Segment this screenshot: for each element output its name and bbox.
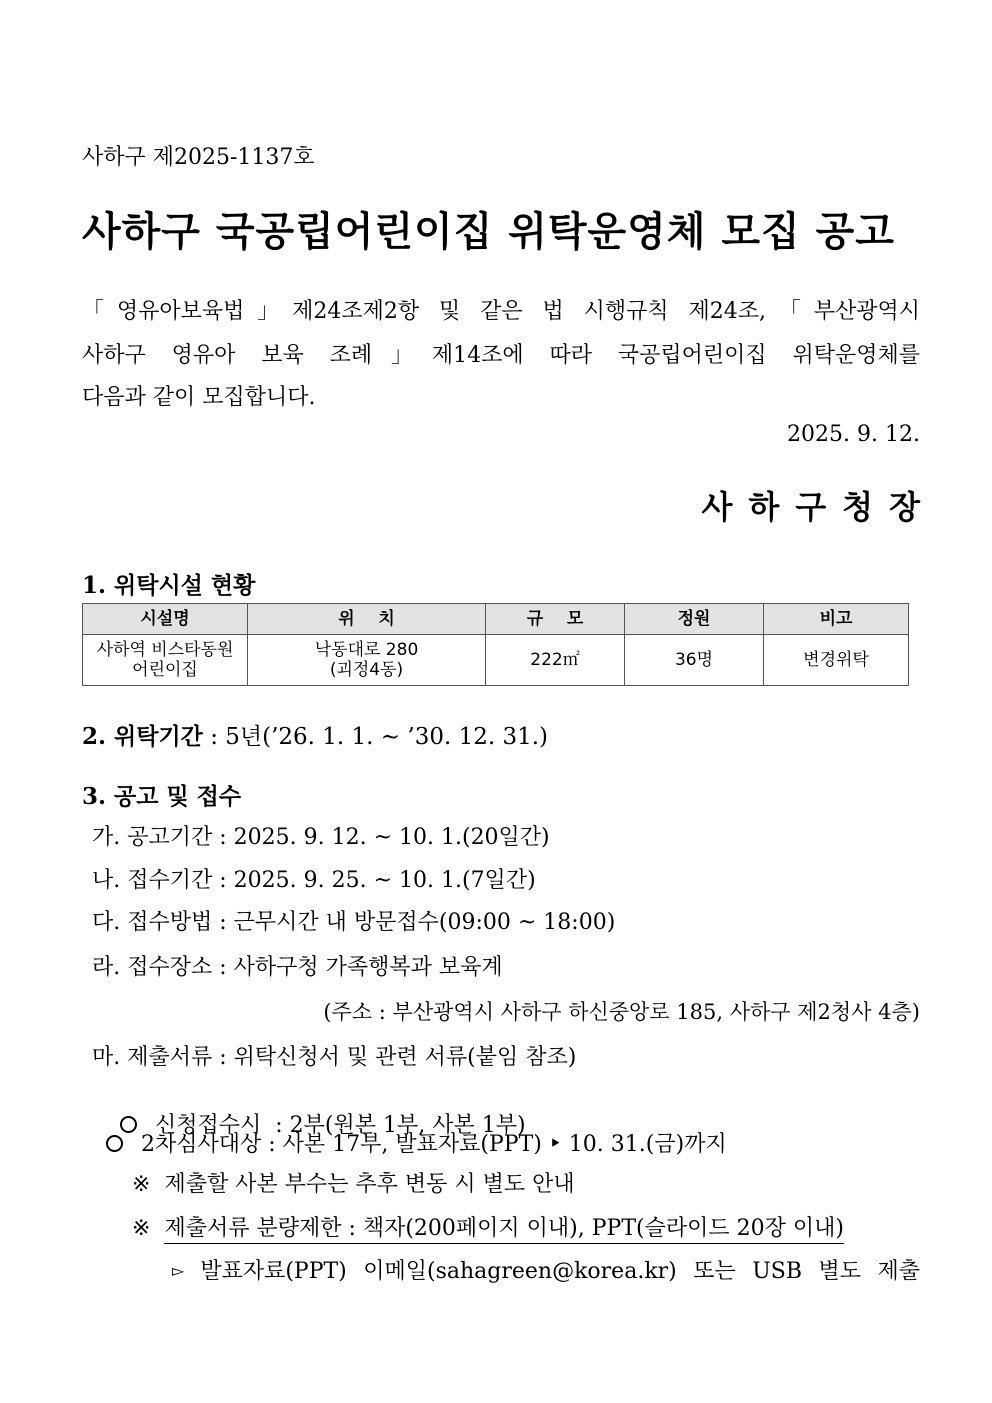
item-notice-period: 가. 공고기간 : 2025. 9. 12. ~ 10. 1.(20일간) — [92, 825, 550, 850]
note-1-text: 제출할 사본 부수는 추후 변동 시 별도 안내 — [164, 1172, 575, 1197]
intro-text-line-1: 「영유아보육법」제24조제2항 및 같은 법 시행규칙 제24조,「부산광역시 — [82, 299, 920, 324]
header-facility-name: 시설명 — [83, 604, 248, 635]
location-line-2: (괴정4동) — [329, 660, 404, 680]
table-row — [83, 635, 909, 686]
intro-text-line-3: 다음과 같이 모집합니다. — [82, 385, 316, 410]
section-2 — [82, 718, 548, 751]
item-application-method: 다. 접수방법 : 근무시간 내 방문접수(09:00 ~ 18:00) — [92, 910, 616, 935]
location-line-1: 낙동대로 280 — [314, 640, 419, 660]
reference-mark-icon: ※ — [132, 1216, 151, 1241]
announcement-title: 사하구 국공립어린이집 위탁운영체 모집 공고 — [82, 208, 895, 255]
facility-table — [82, 603, 909, 686]
cell-facility-name — [83, 635, 248, 686]
triangle-pointer-icon: ▻ — [172, 1261, 185, 1280]
bullet-1-text: 신청접수시 : 2부(원본 1부, 사본 1부) — [155, 1113, 526, 1138]
application-address: (주소 : 부산광역시 사하구 하신중앙로 185, 사하구 제2청사 4층) — [323, 1000, 920, 1024]
cell-size: 222㎡ — [486, 635, 625, 686]
table-header-row — [83, 604, 909, 635]
circle-bullet-icon — [106, 1135, 123, 1152]
bullet-item-2 — [106, 1127, 727, 1158]
header-capacity: 정원 — [625, 604, 764, 635]
section-3-heading: 3. 공고 및 접수 — [82, 783, 242, 810]
item-required-documents: 마. 제출서류 : 위탁신청서 및 관련 서류(붙임 참조) — [92, 1045, 577, 1070]
reference-mark-icon: ※ — [132, 1172, 151, 1197]
issuer-name: 사하구청장 — [701, 488, 936, 526]
item-application-place: 라. 접수장소 : 사하구청 가족행복과 보육계 — [92, 955, 503, 980]
bullet-2-text: 2차심사대상 : 사본 17부, 발표자료(PPT) ‣ 10. 31.(금)까지 — [141, 1132, 727, 1157]
sub-note-text: 발표자료(PPT) 이메일(sahagreen@korea.kr) 또는 USB 별도 제출 — [200, 1259, 920, 1284]
note-1 — [132, 1167, 575, 1198]
cell-note: 변경위탁 — [764, 635, 909, 686]
document-number: 사하구 제2025-1137호 — [82, 145, 315, 170]
header-size: 규 모 — [486, 604, 625, 635]
section-2-heading: 2. 위탁기간 — [82, 723, 203, 750]
cell-location — [248, 635, 486, 686]
sub-note — [172, 1254, 920, 1285]
header-location: 위 치 — [248, 604, 486, 635]
facility-name-line-2: 어린이집 — [132, 660, 198, 680]
section-2-value: : 5년(’26. 1. 1. ∼ ’30. 12. 31.) — [202, 724, 549, 750]
item-application-period: 나. 접수기간 : 2025. 9. 25. ~ 10. 1.(7일간) — [92, 868, 536, 893]
cell-capacity: 36명 — [625, 635, 764, 686]
section-1-heading: 1. 위탁시설 현황 — [82, 572, 256, 599]
note-2 — [132, 1211, 844, 1242]
note-2-text: 제출서류 분량제한 : 책자(200페이지 이내), PPT(슬라이드 20장 이내) — [164, 1216, 844, 1244]
header-note: 비고 — [764, 604, 909, 635]
facility-name-line-1: 사하역 비스타동원 — [96, 640, 234, 660]
announcement-date: 2025. 9. 12. — [787, 422, 920, 447]
intro-text-line-2: 사하구 영유아 보육 조례」제14조에 따라 국공립어린이집 위탁운영체를 — [82, 343, 920, 368]
